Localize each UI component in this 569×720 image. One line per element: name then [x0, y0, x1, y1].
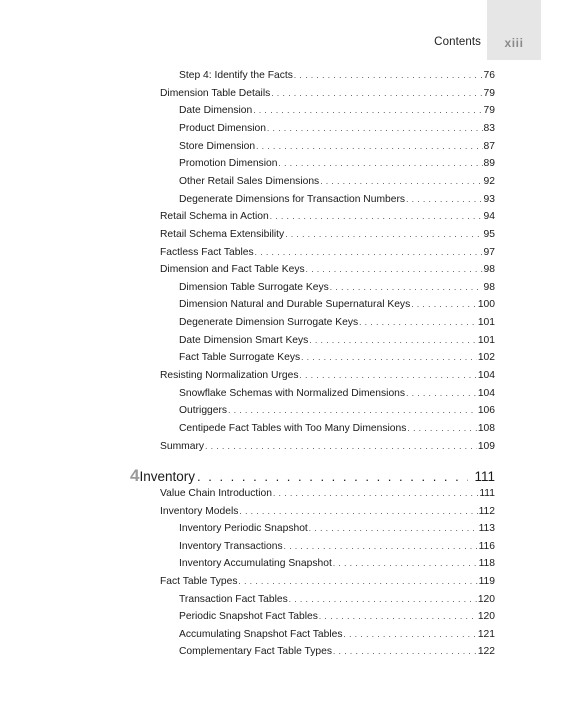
toc-entry-label: Degenerate Dimension Surrogate Keys [179, 317, 359, 329]
dot-leader [278, 157, 482, 171]
toc-entry-page: 118 [478, 558, 495, 570]
toc-entry-label: Dimension Table Surrogate Keys [179, 281, 329, 293]
toc-entry-label: Centipede Fact Tables with Too Many Dimensions [179, 423, 407, 434]
toc-entry-label: Other Retail Sales Dimensions [179, 175, 320, 187]
header-page-tab [487, 0, 541, 60]
dot-leader [270, 210, 483, 224]
toc-entry-page: 98 [483, 281, 495, 293]
toc-entry-page: 97 [483, 246, 495, 258]
toc-entry-label: Dimension Natural and Durable Supernatural Keys [179, 299, 411, 311]
toc-entry[interactable] [179, 281, 495, 295]
chapter-page-number: 111 [474, 469, 495, 484]
toc-entry-label: Accumulating Snapshot Fact Tables [179, 628, 343, 640]
toc-entry[interactable] [179, 104, 495, 118]
toc-entry[interactable] [179, 193, 495, 207]
toc-entry[interactable] [179, 334, 495, 348]
toc-entry-page: 102 [477, 352, 495, 364]
toc-entry[interactable] [160, 487, 495, 501]
dot-leader [406, 193, 482, 207]
dot-leader [359, 316, 477, 330]
dot-leader [406, 387, 477, 401]
toc-entry-label: Inventory Transactions [179, 540, 283, 552]
toc-entry-page: 108 [477, 423, 495, 434]
toc-entry-label: Inventory Periodic Snapshot [179, 523, 308, 535]
toc-entry-page: 89 [483, 158, 495, 170]
toc-entry-label: Promotion Dimension [179, 158, 278, 170]
toc-entry[interactable] [179, 298, 495, 312]
dot-leader [267, 122, 483, 136]
toc-entry[interactable] [179, 404, 495, 418]
toc-entry[interactable] [179, 522, 495, 536]
toc-entry-page: 100 [477, 299, 495, 311]
toc-entry[interactable] [179, 140, 495, 154]
dot-leader [271, 87, 482, 101]
dot-leader [253, 104, 482, 118]
toc-entry-page: 101 [477, 334, 495, 346]
dot-leader [319, 610, 477, 624]
toc-entry[interactable] [179, 69, 495, 83]
toc-entry-label: Transaction Fact Tables [179, 593, 288, 605]
toc-entry-page: 119 [478, 576, 495, 587]
toc-entry-page: 94 [483, 211, 495, 223]
toc-entry-label: Degenerate Dimensions for Transaction Numbers [179, 193, 406, 205]
toc-entry-label: Snowflake Schemas with Normalized Dimensions [179, 387, 406, 399]
toc-entry-label: Store Dimension [179, 140, 256, 152]
toc-entry[interactable] [160, 505, 495, 519]
dot-leader [256, 140, 482, 154]
toc-entry[interactable] [179, 157, 495, 171]
chapter-title: Inventory [139, 469, 195, 484]
toc-entry[interactable] [179, 422, 495, 436]
toc-entry-page: 93 [483, 193, 495, 205]
dot-leader [344, 628, 477, 642]
toc-entry[interactable] [179, 316, 495, 330]
toc-entry[interactable] [179, 645, 495, 659]
toc-entry-label: Resisting Normalization Urges [160, 370, 299, 382]
toc-entry-label: Dimension Table Details [160, 87, 271, 99]
header-section-title: Contents [434, 36, 481, 48]
toc-entry[interactable] [179, 351, 495, 365]
toc-entry[interactable] [179, 175, 495, 189]
toc-entry[interactable] [179, 540, 495, 554]
toc-entry[interactable] [179, 122, 495, 136]
dot-leader [330, 281, 483, 295]
toc-entry[interactable] [160, 210, 495, 224]
toc-entry[interactable] [160, 369, 495, 383]
toc-entry-page: 109 [477, 440, 495, 452]
toc-entry-page: 98 [483, 264, 495, 276]
toc-entry[interactable] [160, 263, 495, 277]
toc-entry-page: 116 [478, 540, 495, 552]
toc-entry[interactable] [179, 593, 495, 607]
dot-leader [411, 298, 477, 312]
toc-entry-label: Complementary Fact Table Types [179, 646, 332, 658]
toc-entry[interactable] [160, 87, 495, 101]
dot-leader [228, 404, 477, 418]
toc-entry-page: 112 [478, 505, 495, 517]
dot-leader [285, 228, 482, 242]
dot-leader [294, 69, 483, 83]
dot-leader [289, 593, 477, 607]
toc-entry-page: 79 [483, 105, 495, 117]
dot-leader [273, 487, 478, 501]
toc-entry-page: 104 [477, 387, 495, 399]
toc-entry-label: Outriggers [179, 405, 228, 417]
dot-leader [197, 469, 468, 484]
toc-entry-page: 76 [483, 70, 495, 81]
dot-leader [320, 175, 482, 189]
toc-entry-page: 111 [479, 488, 495, 499]
toc-entry-label: Date Dimension Smart Keys [179, 334, 309, 346]
toc-entry-page: 121 [477, 628, 495, 640]
dot-leader [205, 440, 477, 454]
toc-entry-page: 79 [483, 87, 495, 99]
dot-leader [309, 334, 476, 348]
dot-leader [309, 522, 478, 536]
toc-entry-page: 95 [483, 228, 495, 240]
toc-entry-label: Retail Schema Extensibility [160, 228, 285, 240]
dot-leader [333, 645, 477, 659]
toc-entry-page: 120 [477, 611, 495, 623]
toc-entry-label: Fact Table Types [160, 576, 238, 587]
toc-entry-label: Retail Schema in Action [160, 211, 269, 223]
toc-entry-page: 101 [477, 317, 495, 329]
toc-entry-page: 120 [477, 593, 495, 605]
toc-entry-label: Product Dimension [179, 122, 266, 134]
header-page-number: xiii [504, 36, 524, 50]
dot-leader [306, 263, 483, 277]
chapter-number: 4 [130, 466, 140, 485]
toc-entry[interactable] [160, 246, 495, 260]
dot-leader [284, 540, 478, 554]
toc-entry[interactable] [160, 440, 495, 454]
toc-entry-label: Summary [160, 440, 205, 452]
toc-entry-label: Inventory Models [160, 505, 239, 517]
dot-leader [255, 246, 483, 260]
chapter-heading [130, 466, 495, 486]
toc-entry[interactable] [179, 387, 495, 401]
toc-entry-page: 106 [477, 405, 495, 417]
dot-leader [301, 351, 477, 365]
toc-entry-page: 87 [483, 140, 495, 152]
running-header [0, 0, 569, 60]
toc-entry[interactable] [179, 610, 495, 624]
dot-leader [333, 557, 478, 571]
toc-entry[interactable] [179, 628, 495, 642]
toc-entry[interactable] [179, 557, 495, 571]
toc-entry-label: Inventory Accumulating Snapshot [179, 558, 332, 570]
toc-entry[interactable] [160, 575, 495, 589]
toc-entry-page: 92 [483, 175, 495, 187]
toc-entry-label: Fact Table Surrogate Keys [179, 352, 301, 364]
dot-leader [300, 369, 477, 383]
dot-leader [239, 505, 477, 519]
toc-entry-label: Step 4: Identify the Facts [179, 70, 293, 81]
toc-entry-page: 122 [477, 646, 495, 658]
toc-entry-label: Factless Fact Tables [160, 246, 254, 258]
toc-entry-label: Date Dimension [179, 105, 253, 117]
dot-leader [407, 422, 476, 436]
toc-entry-page: 83 [483, 122, 495, 134]
toc-entry[interactable] [160, 228, 495, 242]
toc-entry-page: 104 [477, 370, 495, 382]
dot-leader [238, 575, 477, 589]
toc-entry-label: Dimension and Fact Table Keys [160, 264, 305, 276]
toc-entry-page: 113 [478, 523, 495, 535]
toc-entry-label: Periodic Snapshot Fact Tables [179, 611, 318, 623]
toc-entry-label: Value Chain Introduction [160, 488, 273, 499]
